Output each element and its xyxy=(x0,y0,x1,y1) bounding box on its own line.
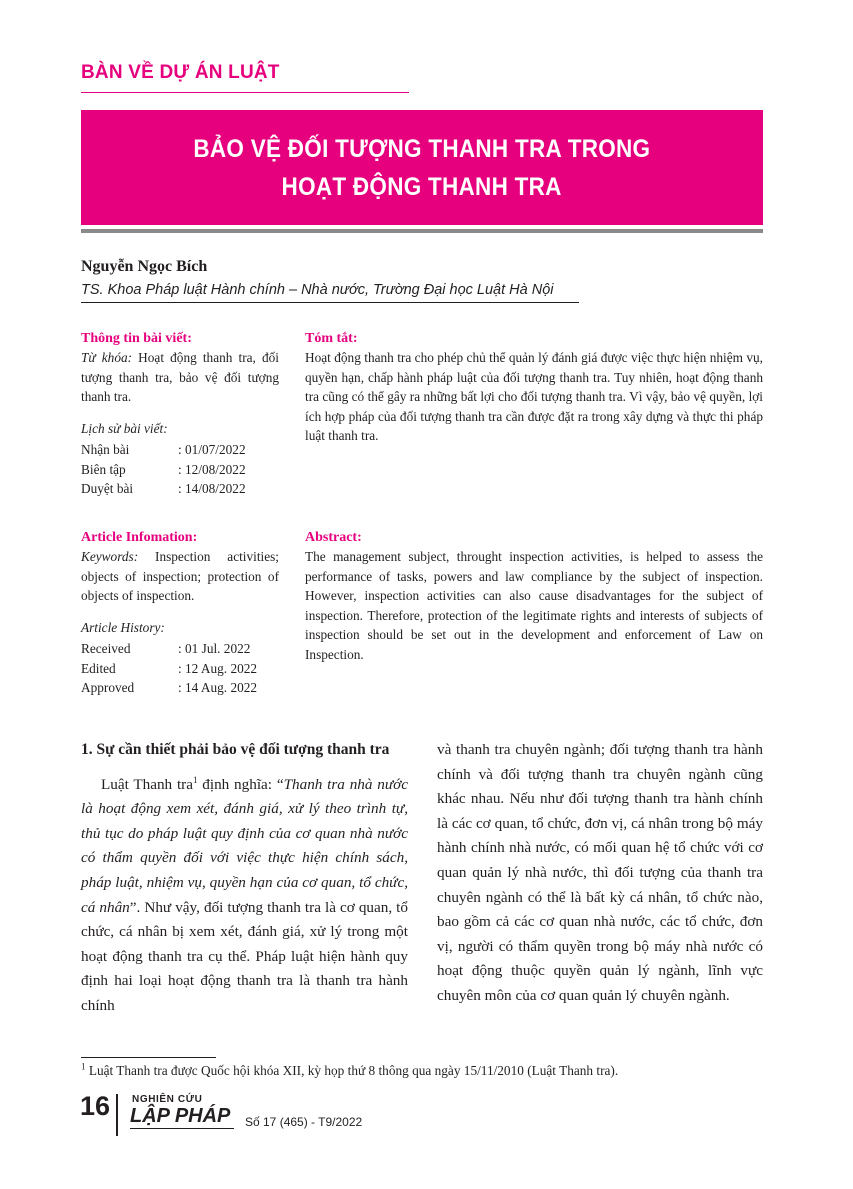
author-affiliation: TS. Khoa Pháp luật Hành chính – Nhà nước, Trường Đại học Luật Hà Nội xyxy=(81,282,554,298)
en-keywords xyxy=(81,547,279,606)
title-banner xyxy=(81,110,763,225)
footnote xyxy=(81,1063,618,1079)
table-row: Approved : 14 Aug. 2022 xyxy=(81,680,258,695)
law-definition-quote: Thanh tra nhà nước là hoạt động xem xét, đánh giá, xử lý theo trình tự, thủ tục do pháp luật quy định của cơ quan nhà nước có thẩm quyền đối với việc thực hiện chính sách, pháp luật, nhiệm vụ, quyền hạn của cơ quan, tổ chức, cá nhân xyxy=(81,775,408,916)
section-heading: 1. Sự cần thiết phải bảo vệ đối tượng thanh tra xyxy=(81,741,390,758)
journal-logo-underline xyxy=(130,1128,234,1129)
en-abstract-text: The management subject, throught inspection activities, is helped to assess the performance of tasks, powers and law compliance by the subject of inspection. However, inspection activities can also cause disadvantages for the subject of inspection. Therefore, protection of the legitimate rights and interests of subjects of inspection should be set out in the development and enforcement of Law on Inspection. xyxy=(305,549,763,662)
author-name: Nguyễn Ngọc Bích xyxy=(81,258,208,275)
vi-abstract xyxy=(305,331,763,446)
vi-info-heading: Thông tin bài viết: xyxy=(81,331,192,346)
body-paragraph-1: Luật Thanh tra$^1$ định nghĩa: “Thanh tra nhà nước là hoạt động xem xét, đánh giá, xử lý theo trình tự, thủ tục do pháp luật quy định của cơ quan nhà nước có thẩm quyền đối với việc thực hiện chính sách, pháp luật, nhiệm vụ, quyền hạn của cơ quan, tổ chức, cá nhân”. Như vậy, đối tượng thanh tra là cơ quan, tổ chức, cá nhân bị xem xét, đánh giá, xử lý trong một hoạt động thanh tra cụ thể. Pháp luật hiện hành quy định hai loại hoạt động thanh tra là thanh tra hành chính xyxy=(81,774,408,1014)
footnote-divider xyxy=(81,1057,216,1058)
section-label: BÀN VỀ DỰ ÁN LUẬT xyxy=(81,62,280,83)
title-underline xyxy=(81,229,763,233)
en-history-table xyxy=(81,641,257,700)
journal-logo-top: NGHIÊN CỨU xyxy=(132,1094,203,1105)
vi-keywords-label: Từ khóa: xyxy=(81,350,133,365)
en-article-info xyxy=(81,530,279,700)
vi-article-info xyxy=(81,331,279,501)
en-abstract xyxy=(305,530,763,664)
en-keywords-text: Inspection activities; objects of inspection; protection of objects of inspection. xyxy=(81,549,279,603)
affiliation-underline xyxy=(81,302,579,303)
page-number: 16 xyxy=(80,1091,111,1121)
body-paragraph-2: và thanh tra chuyên ngành; đối tượng thanh tra hành chính và đối tượng thanh tra chuyên ngành cũng khác nhau. Nếu như đối tượng thanh tra hành chính là các cơ quan, tổ chức, đơn vị, cá nhân trong bộ máy hành chính nhà nước, có mối quan hệ tổ chức với cơ quan quản lý nhà nước, thì đối tượng của thanh tra chuyên ngành có thể là bất kỳ cá nhân, tổ chức nào, bao gồm cả các cơ quan nhà nước, các tổ chức, đơn vị, người có thẩm quyền trong bộ máy nhà nước có hoạt động thuộc quyền quản lý ngành, lĩnh vực chuyên môn của cơ quan quản lý chuyên ngành. xyxy=(437,741,763,1004)
journal-logo-bottom: LẬP PHÁP xyxy=(130,1105,231,1127)
vi-history-table xyxy=(81,442,246,501)
en-abstract-heading: Abstract: xyxy=(305,530,362,545)
table-row: Edited : 12 Aug. 2022 xyxy=(81,660,258,676)
vi-keywords-text: Hoạt động thanh tra, đối tượng thanh tra, bảo vệ đối tượng thanh tra. xyxy=(81,350,279,404)
article-title-line1: BẢO VỆ ĐỐI TƯỢNG THANH TRA TRONG xyxy=(193,134,651,163)
vi-keywords xyxy=(81,348,279,407)
table-row: Duyệt bài : 14/08/2022 xyxy=(81,481,246,496)
table-row: Received : 01 Jul. 2022 xyxy=(81,641,251,656)
body-column-1 xyxy=(81,738,408,1019)
footer-separator xyxy=(116,1094,118,1136)
vi-abstract-heading: Tóm tắt: xyxy=(305,331,358,346)
table-row: Biên tập : 12/08/2022 xyxy=(81,461,246,477)
en-keywords-label: Keywords: xyxy=(81,549,139,564)
body-column-2 xyxy=(437,738,763,1009)
footnote-text: Luật Thanh tra được Quốc hội khóa XII, kỳ họp thứ 8 thông qua ngày 15/11/2010 (Luật Thanh tra). xyxy=(85,1063,619,1078)
vi-abstract-text: Hoạt động thanh tra cho phép chủ thể quản lý đánh giá được việc thực hiện nhiệm vụ, quyền hạn, chấp hành pháp luật của đối tượng thanh tra. Tuy nhiên, hoạt động thanh tra cũng có thể gây ra những bất lợi cho đối tượng thanh tra. Vì vậy, bảo vệ quyền, lợi ích hợp pháp của đối tượng thanh tra cần được đặt ra trong xây dựng và thực thi pháp luật thanh tra. xyxy=(305,350,763,443)
en-history-label: Article History: xyxy=(81,619,165,635)
table-row: Nhận bài : 01/07/2022 xyxy=(81,442,246,457)
section-divider xyxy=(81,92,409,93)
footnote-number: 1 xyxy=(81,1061,86,1072)
article-title-line2: HOẠT ĐỘNG THANH TRA xyxy=(281,172,563,201)
issue-info: Số 17 (465) - T9/2022 xyxy=(245,1115,363,1129)
vi-history-label: Lịch sử bài viết: xyxy=(81,420,168,436)
footnote-ref[interactable]: 1 xyxy=(192,774,198,785)
en-info-heading: Article Infomation: xyxy=(81,530,198,545)
